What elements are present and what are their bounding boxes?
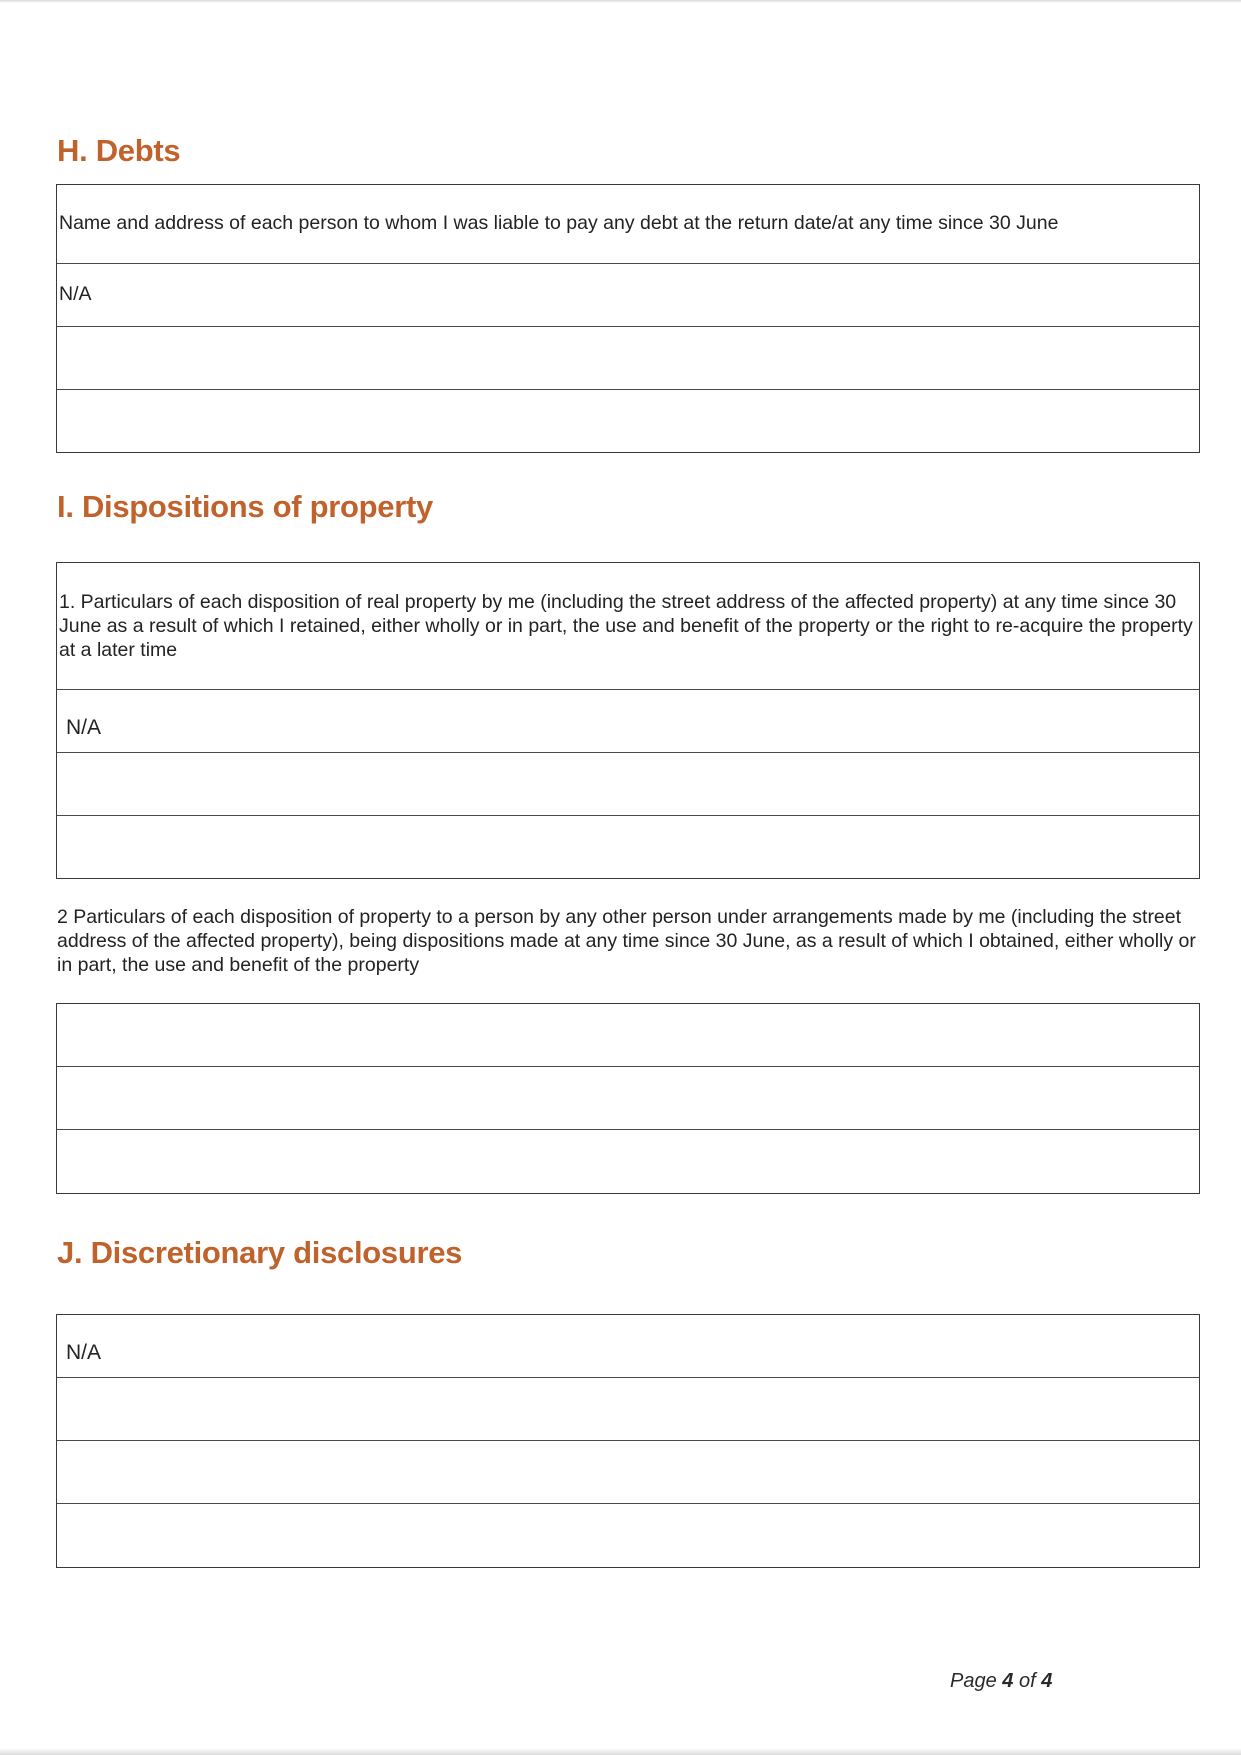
debts-row-2[interactable] (57, 327, 1199, 390)
dispositions-q2-question: 2 Particulars of each disposition of property to a person by any other person under arrangements made by me (including the street address of the affected property), being dispositions made at any time since 30 June, as a result of which I obtained, either wholly or in part, the use and benefit of the property (57, 906, 1196, 976)
dispositions-q2-table (56, 1003, 1200, 1194)
page-label: Page (950, 1670, 1003, 1692)
discretionary-row-2[interactable] (57, 1378, 1199, 1441)
dispositions-q1-row-1[interactable]: N/A (57, 690, 1199, 753)
dispositions-q1-row-3[interactable] (57, 816, 1199, 878)
discretionary-row-4[interactable] (57, 1504, 1199, 1567)
dispositions-q1-table (56, 562, 1200, 879)
debts-table (56, 184, 1200, 453)
dispositions-q2-row-2[interactable] (57, 1067, 1199, 1130)
dispositions-q1-row-2[interactable] (57, 753, 1199, 816)
debts-row-1[interactable]: N/A (57, 264, 1199, 327)
section-heading-discretionary: J. Discretionary disclosures (57, 1235, 463, 1270)
discretionary-table (56, 1314, 1200, 1568)
page-current: 4 (1002, 1670, 1014, 1692)
page-of-label: of (1013, 1670, 1042, 1692)
dispositions-q1-question: 1. Particulars of each disposition of real property by me (including the street address of the affected property) at any time since 30 June as a result of which I retained, either wholly or in part, the use and benefit of the property or the right to re-acquire the property at a later time (57, 563, 1199, 690)
dispositions-q2-row-1[interactable] (57, 1004, 1199, 1067)
dispositions-q2-row-3[interactable] (57, 1130, 1199, 1193)
scan-edge-top (0, 0, 1241, 3)
section-heading-dispositions: I. Dispositions of property (57, 489, 433, 524)
page-number (950, 1670, 1052, 1693)
discretionary-row-3[interactable] (57, 1441, 1199, 1504)
page-total: 4 (1041, 1670, 1053, 1692)
debts-row-3[interactable] (57, 390, 1199, 452)
scan-edge-bottom (0, 1748, 1241, 1755)
discretionary-row-1[interactable]: N/A (57, 1315, 1199, 1378)
debts-table-header: Name and address of each person to whom I was liable to pay any debt at the return date/at any time since 30 June (57, 185, 1199, 264)
section-heading-debts: H. Debts (57, 133, 181, 168)
